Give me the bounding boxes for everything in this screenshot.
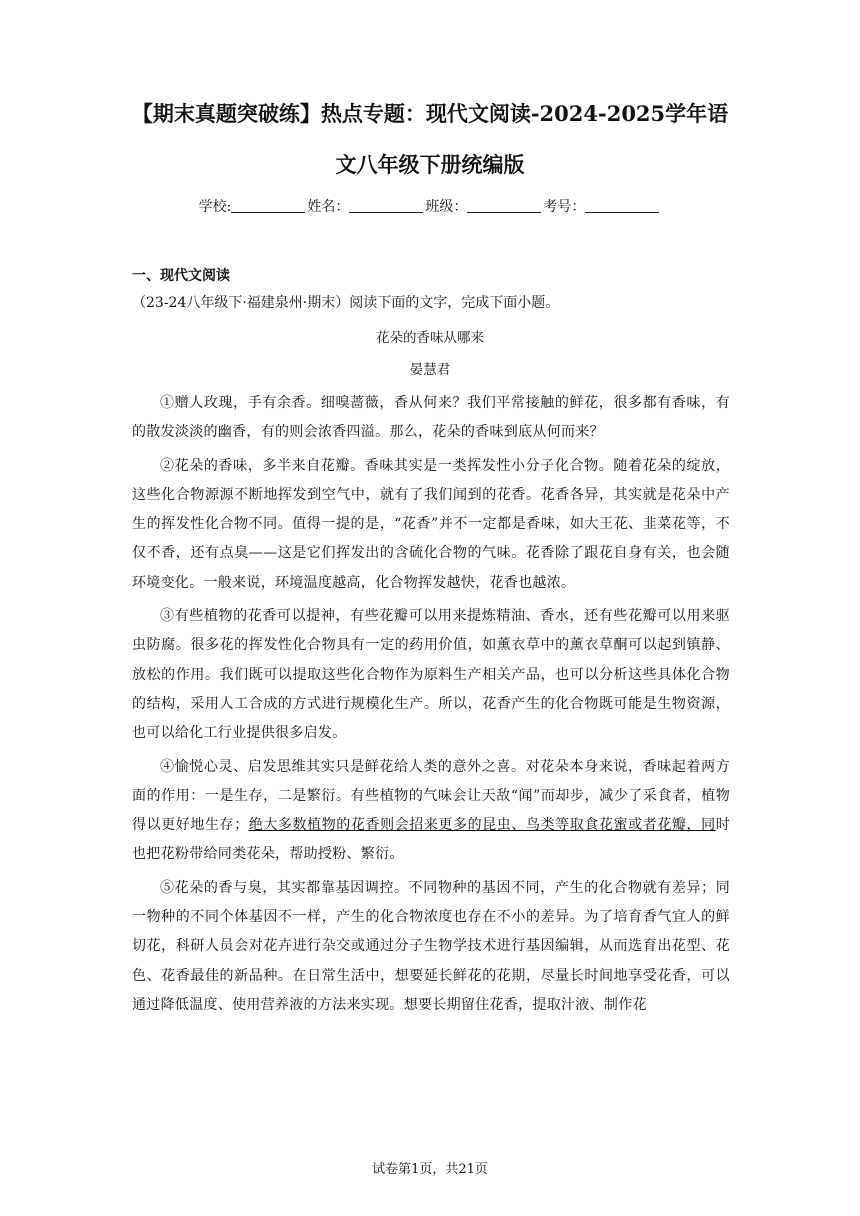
article-body <box>132 389 730 1024</box>
paragraph-4-end: 时也把花粉带给同类花朵，帮助授粉、繁衍。 <box>132 817 730 863</box>
paragraph-2: ②花朵的香味，多半来自花瓣。香味其实是一类挥发性小分子化合物。随着花朵的绽放，这些化合物源源不断地挥发到空气中，就有了我们闻到的花香。花香各异，其实就是花朵中产生的挥发性化合物不同。值得一提的是，“花香”并不一定都是香味，如大王花、韭菜花等，不仅不香，还有点臭——这是它们挥发出的含硫化合物的气味。花香除了跟花自身有关，也会随环境变化。一般来说，环境温度越高，化合物挥发越快，花香也越浓。 <box>132 457 730 591</box>
underlined-sentence: 绝大多数植物的花香则会招来更多的昆虫、鸟类等取食花蜜或者花瓣，同 <box>248 817 716 834</box>
exam-title <box>110 94 750 185</box>
page-number: 试卷第1页，共21页 <box>372 1162 488 1177</box>
student-info-row <box>0 196 860 216</box>
class-blank[interactable] <box>467 198 541 213</box>
school-blank[interactable] <box>231 198 305 213</box>
section-heading: 一、现代文阅读 <box>132 268 230 284</box>
paragraph-4 <box>132 753 730 870</box>
class-label: 班级： <box>425 199 468 215</box>
article-title: 花朵的香味从哪来 <box>376 330 484 346</box>
title-line-2: 文八年级下册统编版 <box>335 152 525 177</box>
paragraph-3: ③有些植物的花香可以提神，有些花瓣可以用来提炼精油、香水，还有些花瓣可以用来驱虫防腐。很多花的挥发性化合物具有一定的药用价值，如薰衣草中的薰衣草酮可以起到镇静、放松的作用。我们既可以提取这些化合物作为原料生产相关产品，也可以分析这些具体化合物的结构，采用人工合成的方式进行规模化生产。所以，花香产生的化合物既可能是生物资源，也可以给化工行业提供很多启发。 <box>132 608 730 742</box>
question-source: （23-24八年级下·福建泉州·期末）阅读下面的文字，完成下面小题。 <box>132 295 560 311</box>
name-label: 姓名： <box>307 199 350 215</box>
article-author: 晏慧君 <box>409 362 451 378</box>
paragraph-1: ①赠人玫瑰，手有余香。细嗅蔷薇，香从何来？我们平常接触的鲜花，很多都有香味，有的散发淡淡的幽香，有的则会浓香四溢。那么，花朵的香味到底从何而来？ <box>132 395 730 441</box>
name-blank[interactable] <box>349 198 423 213</box>
paragraph-5: ⑤花朵的香与臭，其实都靠基因调控。不同物种的基因不同，产生的化合物就有差异；同一物种的不同个体基因不一样，产生的化合物浓度也存在不小的差异。为了培育香气宜人的鲜切花，科研人员会对花卉进行杂交或通过分子生物学技术进行基因编辑，从而选育出花型、花色、花香最佳的新品种。在日常生活中，想要延长鲜花的花期，尽量长时间地享受花香，可以通过降低温度、使用营养液的方法来实现。想要长期留住花香，提取汁液、制作花 <box>132 879 730 1013</box>
exam-number-blank[interactable] <box>585 198 659 213</box>
title-line-1: 【期末真题突破练】热点专题：现代文阅读-2024-2025学年语 <box>131 101 729 126</box>
paragraph-4-start: ④愉悦心灵、启发思维其实只是鲜花给人类的意外之喜。对花朵本身来说，香味起着两方面的作用：一是生存，二是繁衍。有些植物的气味会让天敌“闻”而却步，减少了采食者，植物得以更好地生存； <box>132 758 730 834</box>
exam-number-label: 考号： <box>543 199 586 215</box>
school-label: 学校: <box>198 199 232 215</box>
